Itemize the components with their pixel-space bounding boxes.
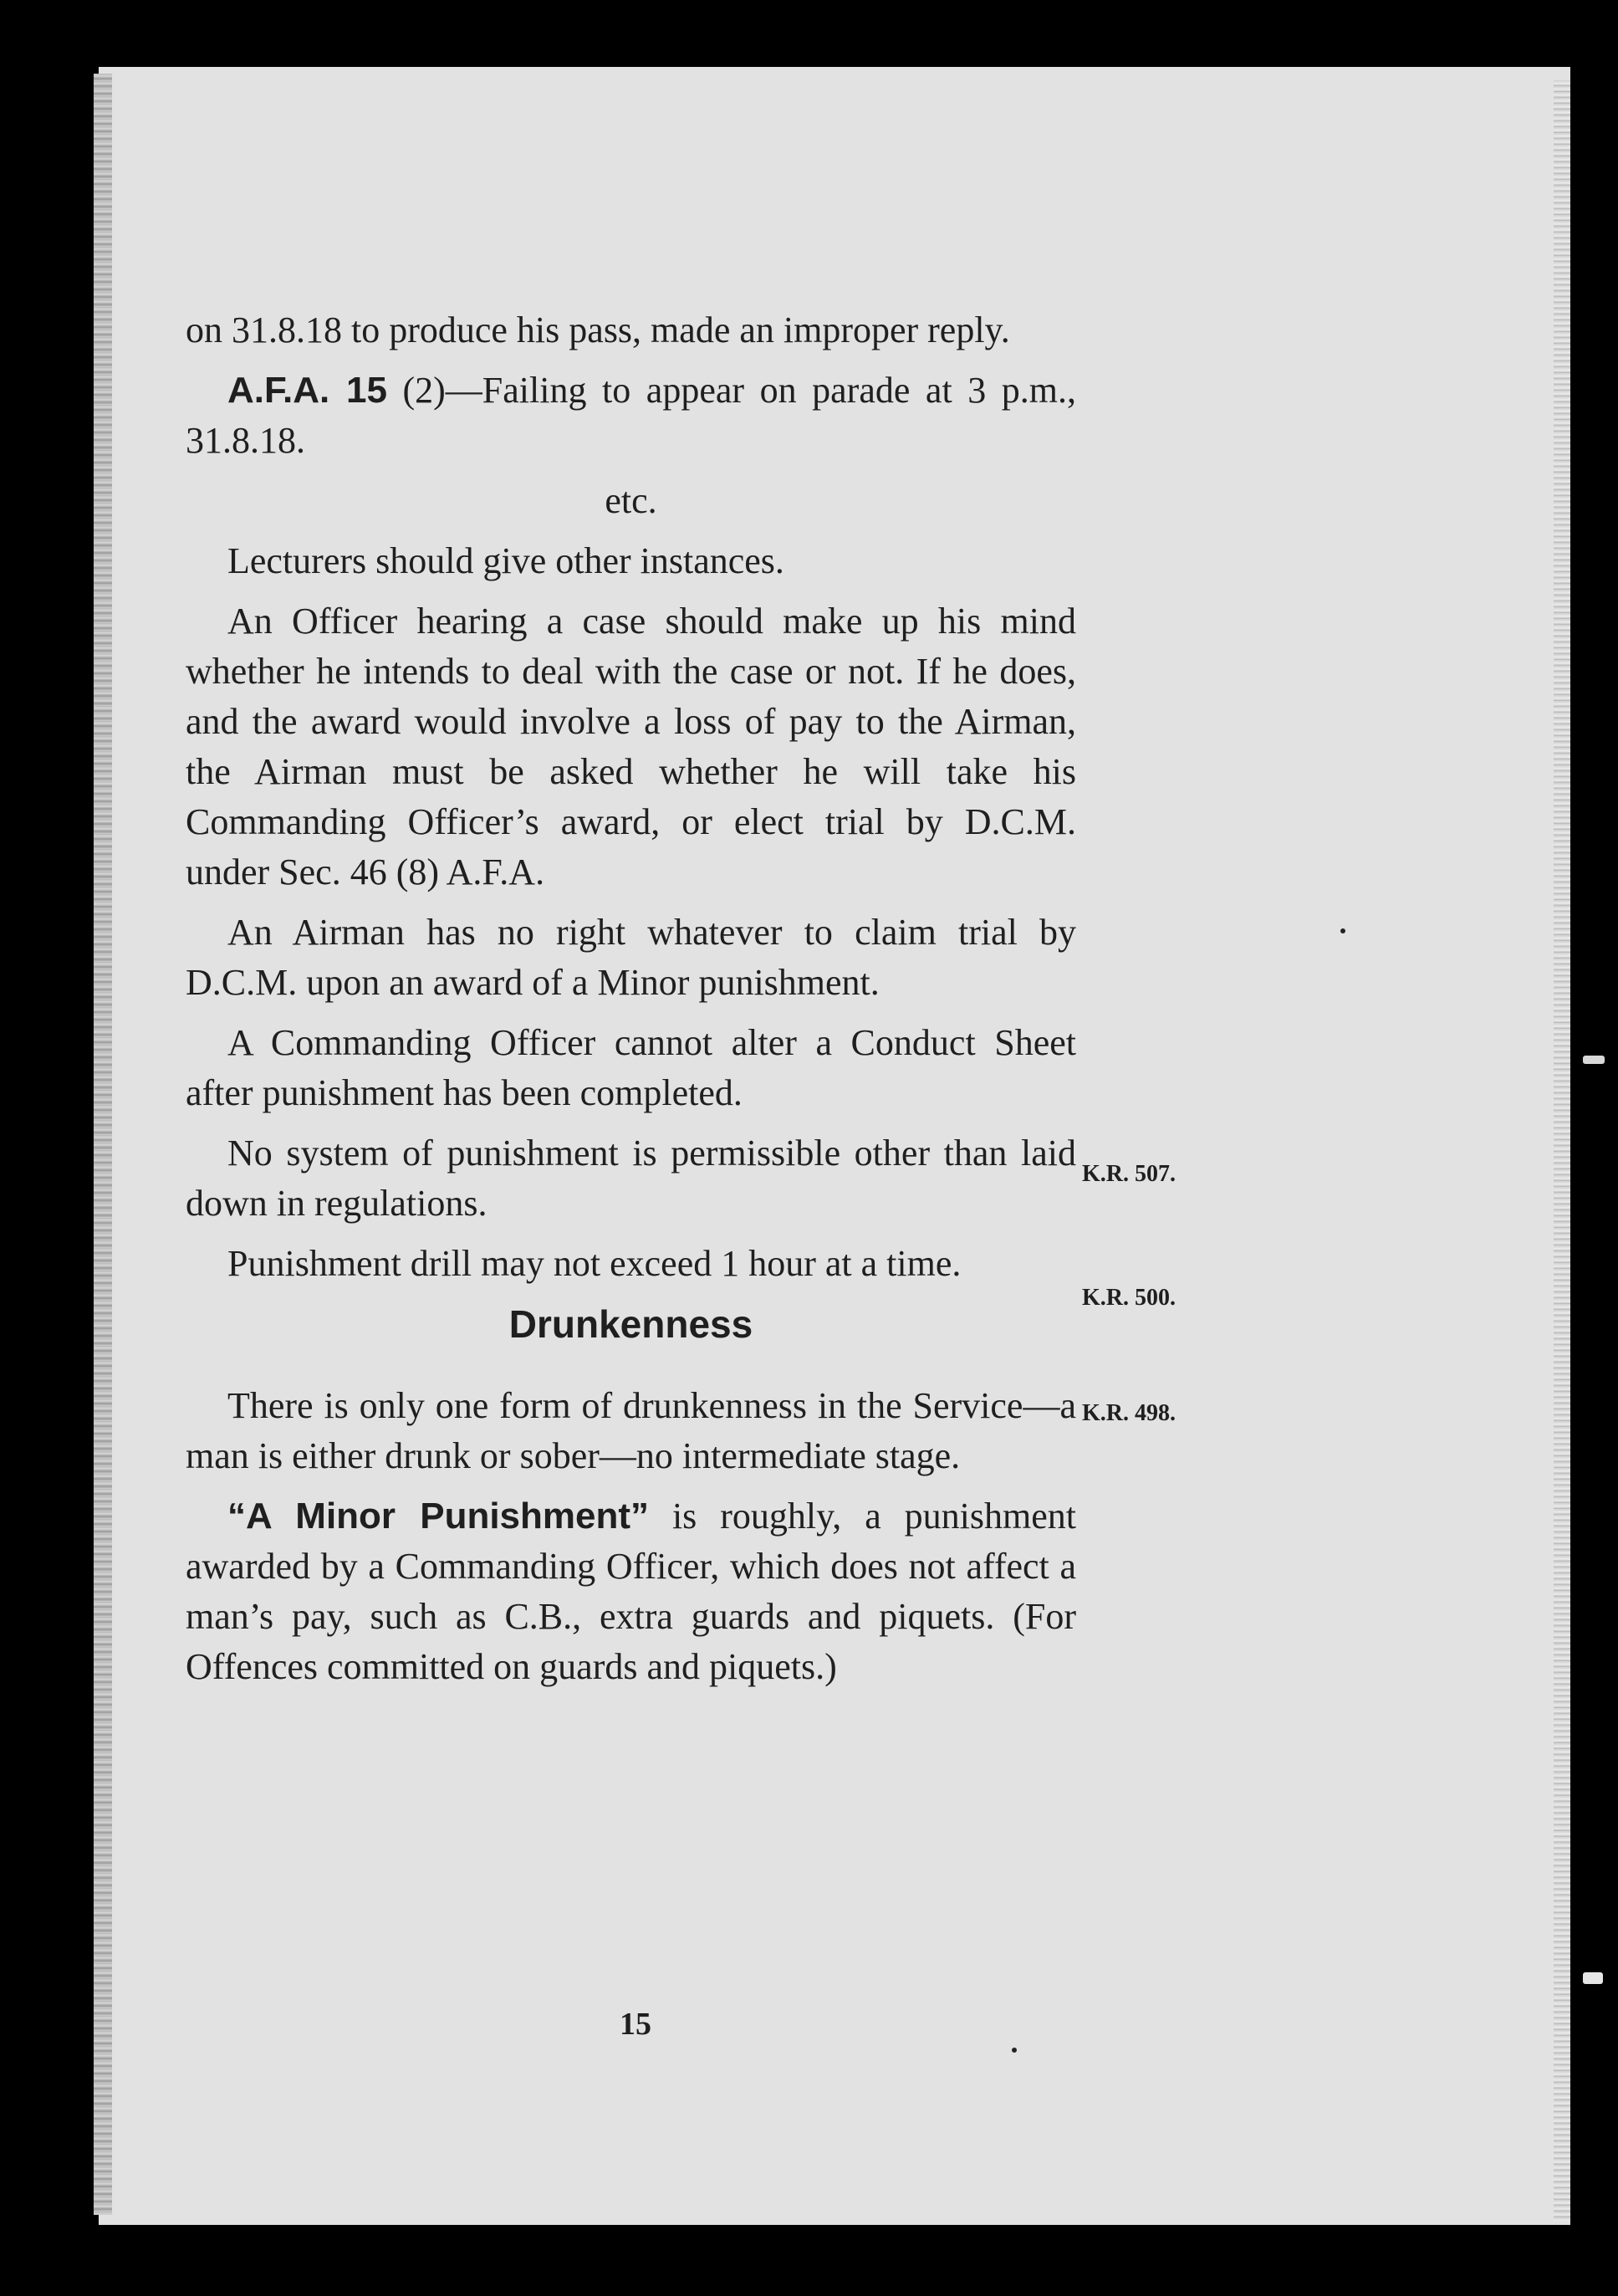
paragraph-continuation: on 31.8.18 to produce his pass, made an improper reply. <box>186 309 1010 350</box>
afa-lead: A.F.A. 15 <box>227 370 387 411</box>
page-body <box>186 305 1076 1702</box>
paragraph-officer-hearing: An Officer hearing a case should make up his mind whether he intends to deal with the case or not. If he does, and the award would involve a loss of pay to the Airman, the Airman must be asked whether he will take his Commanding Officer’s award, or elect trial by D.C.M. under Sec. 46 (8) A.F.A. <box>186 601 1076 892</box>
paragraph-system: No system of punishment is permissible other than laid down in regulations. <box>186 1133 1076 1224</box>
paragraph-etc: etc. <box>605 480 657 521</box>
page-stack-left-edge <box>94 74 112 2215</box>
page-number: 15 <box>620 2007 651 2042</box>
margin-note-kr-498: K.R. 498. <box>1082 1400 1176 1426</box>
paragraph-minor-punishment <box>186 1491 1076 1692</box>
paragraph-conduct-sheet: A Commanding Officer cannot alter a Conduct Sheet after punishment has been completed. <box>186 1022 1076 1113</box>
minor-punishment-lead: “A Minor Punishment” <box>227 1496 650 1537</box>
margin-note-kr-500: K.R. 500. <box>1082 1285 1176 1311</box>
paragraph-drill: Punishment drill may not exceed 1 hour at a time. <box>227 1243 962 1284</box>
edge-mark <box>1583 1056 1605 1064</box>
speck <box>1340 928 1345 933</box>
minor-punishment-text: is roughly, a punishment awarded by a Commanding Officer, which does not affect a man’s pay, such as C.B., extra guards and piquets. (For Offences committed on guards and piquets.) <box>186 1496 1076 1687</box>
paragraph-airman-right: An Airman has no right whatever to claim trial by D.C.M. upon an award of a Minor punishment. <box>186 912 1076 1003</box>
afa-text: (2)—Failing to appear on parade at 3 p.m., 31.8.18. <box>186 370 1077 461</box>
section-heading: Drunkenness <box>508 1302 753 1346</box>
page-stack-right-edge <box>1554 80 1570 2222</box>
edge-mark <box>1583 1972 1603 1984</box>
paragraph-drunkenness: There is only one form of drunkenness in the Service—a man is either drunk or sober—no intermediate stage. <box>186 1385 1076 1476</box>
paragraph-lecturers: Lecturers should give other instances. <box>227 540 784 581</box>
paragraph-afa-15 <box>186 366 1076 466</box>
margin-note-kr-507: K.R. 507. <box>1082 1161 1176 1187</box>
speck <box>1012 2048 1017 2053</box>
